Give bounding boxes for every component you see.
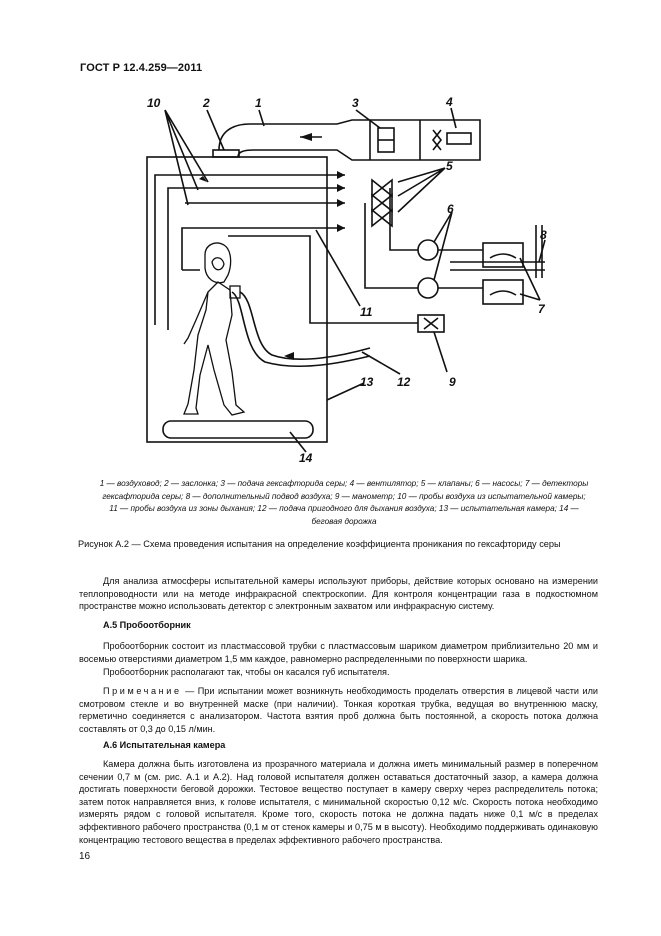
breathing-hose [240, 292, 370, 359]
note-text: — При испытании может возникнуть необходимость проделать отверстия в лицевой части или смотровом стекле и во внутренней маске (при наличии). Тонкая короткая трубка, ведущая во внутреннюю маску, герметично соединяется с анализатором. Частота взятия проб должна быть постоянной, а скорость потока должна составлять от 0,3 до 0,15 л/мин. [79, 686, 598, 734]
callout-9: 9 [449, 375, 456, 389]
figure-caption: Рисунок А.2 — Схема проведения испытания на определение коэффициента проникания по гексафториду серы [78, 539, 561, 549]
callout-7: 7 [538, 302, 545, 316]
detector-lower [483, 280, 523, 304]
damper [213, 150, 239, 157]
note-block [79, 685, 598, 735]
treadmill [163, 421, 313, 438]
note-label: Примечание [103, 686, 182, 696]
callout-6: 6 [447, 202, 454, 216]
test-subject [184, 243, 244, 415]
section-a6-heading: А.6 Испытательная камера [103, 740, 226, 750]
valves [372, 180, 392, 226]
section-a5-heading: А.5 Пробоотборник [103, 620, 191, 630]
paragraph-analysis: Для анализа атмосферы испытательной камеры используют приборы, действие которых основано на измерении теплопроводности или на методе инфракрасной спектроскопии. Для контроля концентрации газа в подкостюмном пространстве можно использовать детектор с электронным захватом или инфракрасную систему. [79, 576, 598, 612]
callout-5: 5 [446, 159, 453, 173]
callout-1: 1 [255, 96, 262, 110]
callout-12: 12 [397, 375, 411, 389]
pump-lower [418, 278, 438, 298]
callout-4: 4 [446, 95, 453, 109]
callout-14: 14 [299, 451, 313, 465]
callout-2: 2 [203, 96, 210, 110]
paragraph-probe: Пробоотборник состоит из пластмассовой трубки с пластмассовым шариком диаметром приблизительно 20 мм и восемью отверстиями диаметром 1,5 мм каждое, равномерно распределенными по поверхности шарика. Пробоотборник располагают так, чтобы он касался губ испытателя. [79, 641, 598, 678]
legend-line-2: гексафторида серы; 8 — дополнительный подвод воздуха; 9 — манометр; 10 — пробы воздуха из испытательной камеры; [102, 491, 586, 501]
legend-line-1: 1 — воздуховод; 2 — заслонка; 3 — подача гексафторида серы; 4 — вентилятор; 5 — клапаны; 6 — насосы; 7 — детекторы [99, 479, 589, 488]
figure-legend [84, 478, 604, 528]
callout-13: 13 [360, 375, 374, 389]
detector-upper [483, 243, 523, 267]
document-header: ГОСТ Р 12.4.259—2011 [80, 62, 203, 74]
callout-11: 11 [360, 305, 373, 319]
pump-upper [418, 240, 438, 260]
legend-line-3: 11 — пробы воздуха из зоны дыхания; 12 — подача пригодного для дыхания воздуха; 13 — испытательная камера; 14 — [109, 504, 579, 513]
page-number: 16 [79, 851, 91, 862]
paragraph-chamber: Камера должна быть изготовлена из прозрачного материала и должна иметь минимальный размер в поперечном сечении 0,7 м (см. рис. А.1 и А.2). Над головой испытателя должен оставаться достаточный зазор, а камера должна достигать поверхности беговой дорожки. Тестовое вещество поступает в камеру сверху через распределитель потока; затем поток направляется вниз, к голове испытателя, с минимальной скоростью 0,12 м/с. Скорость потока необходимо измерять рядом с головой испытателя. Кроме того, скорость потока не должна падать ниже 0,1 м/с в пределах эффективного рабочего пространства (0,1 м от стенок камеры и 0,75 м в высоту). Необходимо поддерживать одинаковую концентрацию тестового вещества в пределах эффективного рабочего пространства. [79, 759, 598, 845]
fan-icon [433, 130, 441, 150]
callout-3: 3 [352, 96, 359, 110]
callout-10: 10 [147, 96, 161, 110]
legend-line-4: беговая дорожка [311, 516, 377, 526]
callout-8: 8 [540, 228, 547, 242]
